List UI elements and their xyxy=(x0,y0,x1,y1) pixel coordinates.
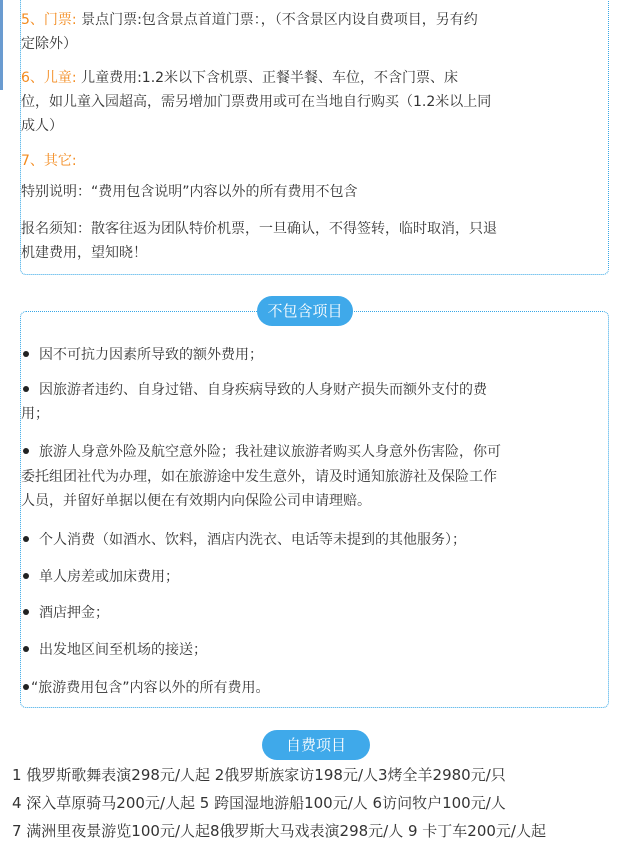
signup-note-line2: 机建费用，望知晓！ xyxy=(21,245,147,261)
excluded-item xyxy=(21,601,109,625)
bullet-icon xyxy=(23,609,29,615)
bullet-icon xyxy=(23,386,29,392)
item6-text: 儿童费用:1.2米以下含机票、正餐半餐、车位，不含门票、床 xyxy=(81,70,459,86)
optional-items-title: 自费项目 xyxy=(262,730,370,760)
bullet-icon xyxy=(23,448,29,454)
bullet-icon xyxy=(23,684,29,690)
bullet-icon xyxy=(23,646,29,652)
item6-heading: 6、儿童: xyxy=(21,70,77,86)
excluded-item-text: “旅游费用包含”内容以外的所有费用。 xyxy=(31,680,270,696)
optional-items-line: 7 满洲里夜景游览100元/人起8俄罗斯大马戏表演298元/人 9 卡丁车200元/人起 xyxy=(12,822,546,840)
excluded-item-continued: 委托组团社代为办理，如在旅游途中发生意外，请及时通知旅游社及保险工作 xyxy=(21,469,497,485)
left-edge-fragment xyxy=(0,0,3,90)
item5-line2: 定除外） xyxy=(21,36,77,52)
excluded-item-text: 因不可抗力因素所导致的额外费用； xyxy=(39,347,263,363)
item6-line3: 成人） xyxy=(21,118,63,134)
excluded-item xyxy=(21,378,487,402)
excluded-item xyxy=(21,565,179,589)
excluded-item xyxy=(21,528,466,552)
excluded-item-continued: 人员，并留好单据以便在有效期内向保险公司申请理赔。 xyxy=(21,493,371,509)
excluded-item xyxy=(21,638,207,662)
excluded-item-text: 单人房差或加床费用； xyxy=(39,569,179,585)
bullet-icon xyxy=(23,536,29,542)
signup-note-line1: 报名须知：散客往返为团队特价机票，一旦确认，不得签转，临时取消，只退 xyxy=(21,221,497,237)
optional-items-line: 4 深入草原骑马200元/人起 5 跨国湿地游船100元/人 6访问牧户100元/人 xyxy=(12,794,506,812)
special-note: 特别说明：“费用包含说明”内容以外的所有费用不包含 xyxy=(21,184,358,200)
excluded-item xyxy=(21,676,270,700)
excluded-item xyxy=(21,440,501,464)
item7-heading: 7、其它: xyxy=(21,153,77,169)
excluded-item-text: 酒店押金； xyxy=(39,605,109,621)
excluded-items-title: 不包含项目 xyxy=(257,296,353,326)
item5-heading: 5、门票: xyxy=(21,12,77,28)
excluded-item-text: 因旅游者违约、自身过错、自身疾病导致的人身财产损失而额外支付的费 xyxy=(39,382,487,398)
excluded-item-continued: 用； xyxy=(21,406,49,422)
excluded-item-text: 出发地区间至机场的接送； xyxy=(39,642,207,658)
excluded-item xyxy=(21,343,263,367)
bullet-icon xyxy=(23,573,29,579)
item5-text: 景点门票:包含景点首道门票：，（不含景区内设自费项目，另有约 xyxy=(81,12,478,28)
optional-items-line: 1 俄罗斯歌舞表演298元/人起 2俄罗斯族家访198元/人3烤全羊2980元/只 xyxy=(12,766,506,784)
bullet-icon xyxy=(23,351,29,357)
item6-line2: 位，如儿童入园超高，需另增加门票费用或可在当地自行购买（1.2米以上同 xyxy=(21,94,492,110)
excluded-item-text: 个人消费（如酒水、饮料，酒店内洗衣、电话等未提到的其他服务）； xyxy=(39,532,466,548)
item5-line1 xyxy=(21,8,478,32)
item6-line1 xyxy=(21,66,458,90)
excluded-item-text: 旅游人身意外险及航空意外险；我社建议旅游者购买人身意外伤害险，你可 xyxy=(39,444,501,460)
